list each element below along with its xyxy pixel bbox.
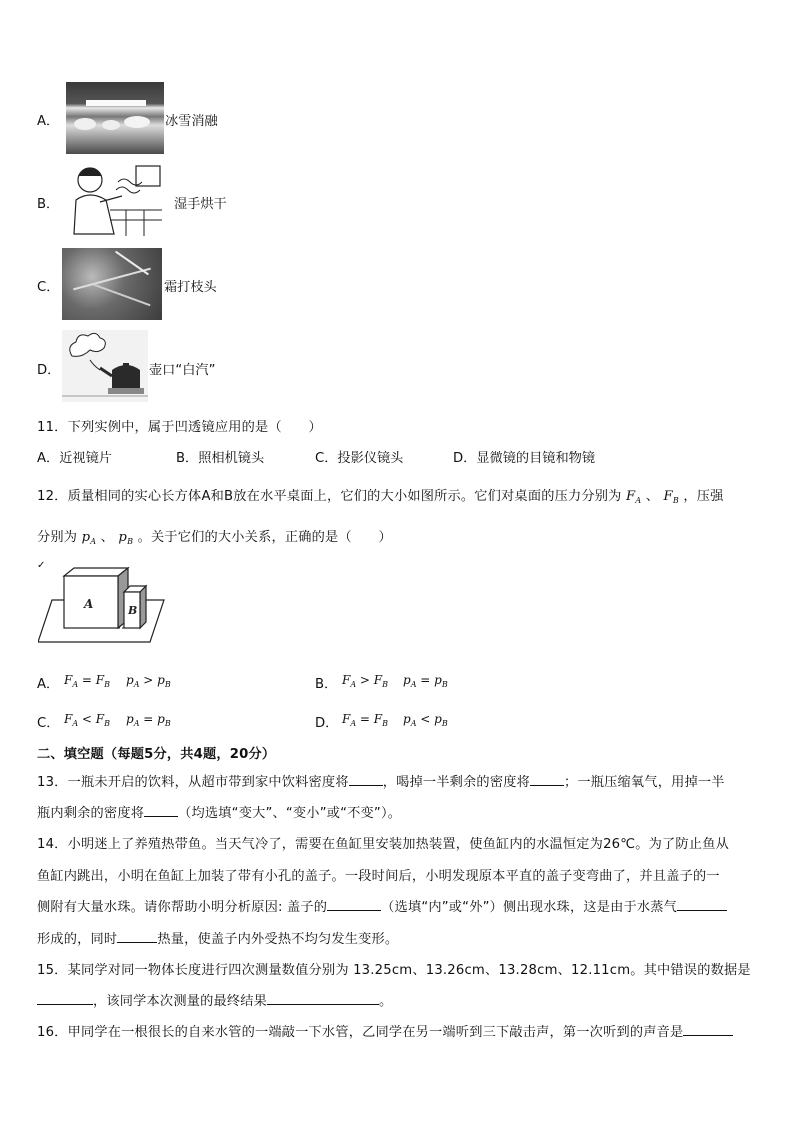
force-relation: $F_A < F_B$ [64, 712, 111, 728]
question-13-line2 [37, 802, 401, 821]
q11-option-b: B．照相机镜头 [176, 451, 265, 466]
q12-stem-text: 分别为 [37, 530, 78, 545]
option-letter: C． [37, 716, 60, 731]
kettle-steam-illustration [62, 330, 148, 402]
question-14-line4 [37, 928, 398, 947]
frost-branch-photo [62, 248, 162, 320]
force-a-symbol: $F_A$ [625, 489, 642, 505]
q13-text: 瓶内剩余的密度将 [37, 806, 145, 821]
pressure-relation: $p_A = p_B$ [126, 712, 171, 728]
q11-option-d: D．显微镜的目镜和物镜 [453, 451, 596, 466]
q11-option-c: C．投影仪镜头 [315, 451, 404, 466]
option-letter: D． [315, 716, 339, 731]
check-mark: ✓ [37, 560, 46, 571]
q13-text: ，喝掉一半剩余的密度将 [382, 775, 530, 790]
q14-text: 侧附有大量水珠。请你帮助小明分析原因: 盖子的 [37, 900, 328, 915]
question-15-line2 [37, 990, 392, 1009]
melting-snow-photo [66, 82, 164, 154]
pressure-relation: $p_A < p_B$ [403, 712, 448, 728]
force-relation: $F_A = F_B$ [342, 712, 389, 728]
option-letter: B． [37, 197, 60, 212]
separator: 、 [100, 530, 115, 545]
question-11-stem: 11．下列实例中，属于凹透镜应用的是（ ） [37, 420, 322, 435]
question-12-stem-line1 [37, 485, 724, 505]
answer-blank[interactable] [349, 773, 383, 786]
question-13-line1 [37, 771, 725, 790]
q15-text: 。 [379, 994, 393, 1009]
q13-text: 13．一瓶未开启的饮料，从超市带到家中饮料密度将 [37, 775, 349, 790]
option-caption: 冰雪消融 [165, 114, 218, 129]
force-relation: $F_A > F_B$ [342, 673, 389, 689]
q14-text: 形成的，同时 [37, 932, 118, 947]
pressure-a-symbol: $p_A$ [81, 530, 97, 546]
option-letter: C． [37, 280, 60, 295]
force-relation: $F_A = F_B$ [64, 673, 111, 689]
q14-text: 热量，使盖子内外受热不均匀发生变形。 [157, 932, 399, 947]
option-letter: A． [37, 114, 60, 129]
answer-blank[interactable] [530, 773, 564, 786]
block-b-label: B [128, 604, 138, 617]
answer-blank[interactable] [267, 992, 379, 1005]
question-14-line3 [37, 896, 727, 915]
q12-stem-text: 12．质量相同的实心长方体A和B放在水平桌面上，它们的大小如图所示。它们对桌面的压力分别为 [37, 489, 622, 504]
separator: 、 [645, 489, 660, 504]
option-letter: D． [37, 363, 61, 378]
pressure-relation: $p_A > p_B$ [126, 673, 171, 689]
q16-text: 16．甲同学在一根很长的自来水管的一端敲一下水管，乙同学在另一端听到三下敲击声，第一次听到的声音是 [37, 1025, 684, 1040]
question-15-line1: 15．某同学对同一物体长度进行四次测量数值分别为 13.25cm、13.26cm、13.28cm、12.11cm。其中错误的数据是 [37, 963, 751, 978]
block-a-label: A [84, 597, 94, 611]
option-caption: 霜打枝头 [164, 280, 217, 295]
hand-dryer-illustration [66, 160, 162, 236]
question-16-line1 [37, 1021, 733, 1040]
option-caption: 壶口“白汽” [149, 363, 216, 378]
option-letter: A． [37, 677, 60, 692]
pressure-relation: $p_A = p_B$ [403, 673, 448, 689]
blocks-figure [38, 566, 166, 646]
q14-text: （选填“内”或“外”）侧出现水珠，这是由于水蒸气 [381, 900, 678, 915]
answer-blank[interactable] [37, 992, 93, 1005]
answer-blank[interactable] [117, 930, 157, 943]
answer-blank[interactable] [683, 1023, 733, 1036]
q11-option-a: A．近视镜片 [37, 451, 112, 466]
answer-blank[interactable] [327, 898, 381, 911]
q15-text: ，该同学本次测量的最终结果 [93, 994, 268, 1009]
section-2-title: 二、填空题（每题5分，共4题，20分） [37, 747, 276, 762]
answer-blank[interactable] [677, 898, 727, 911]
q12-stem-text: ，压强 [683, 489, 724, 504]
option-caption: 湿手烘干 [174, 197, 227, 212]
q13-text: ；一瓶压缩氧气，用掉一半 [563, 775, 725, 790]
option-letter: B． [315, 677, 338, 692]
answer-blank[interactable] [144, 804, 178, 817]
force-b-symbol: $F_B$ [663, 489, 679, 505]
q13-text: （均选填“变大”、“变小”或“不变”）。 [178, 806, 402, 821]
question-14-line2: 鱼缸内跳出，小明在鱼缸上加装了带有小孔的盖子。一段时间后，小明发现原本平直的盖子变弯曲了，并且盖子的一 [37, 869, 720, 884]
question-12-stem-line2 [37, 526, 392, 546]
question-14-line1: 14．小明迷上了养殖热带鱼。当天气冷了，需要在鱼缸里安装加热装置，使鱼缸内的水温恒定为26℃。为了防止鱼从 [37, 837, 729, 852]
pressure-b-symbol: $p_B$ [118, 530, 134, 546]
q12-stem-text: 。关于它们的大小关系，正确的是（ ） [137, 530, 392, 545]
